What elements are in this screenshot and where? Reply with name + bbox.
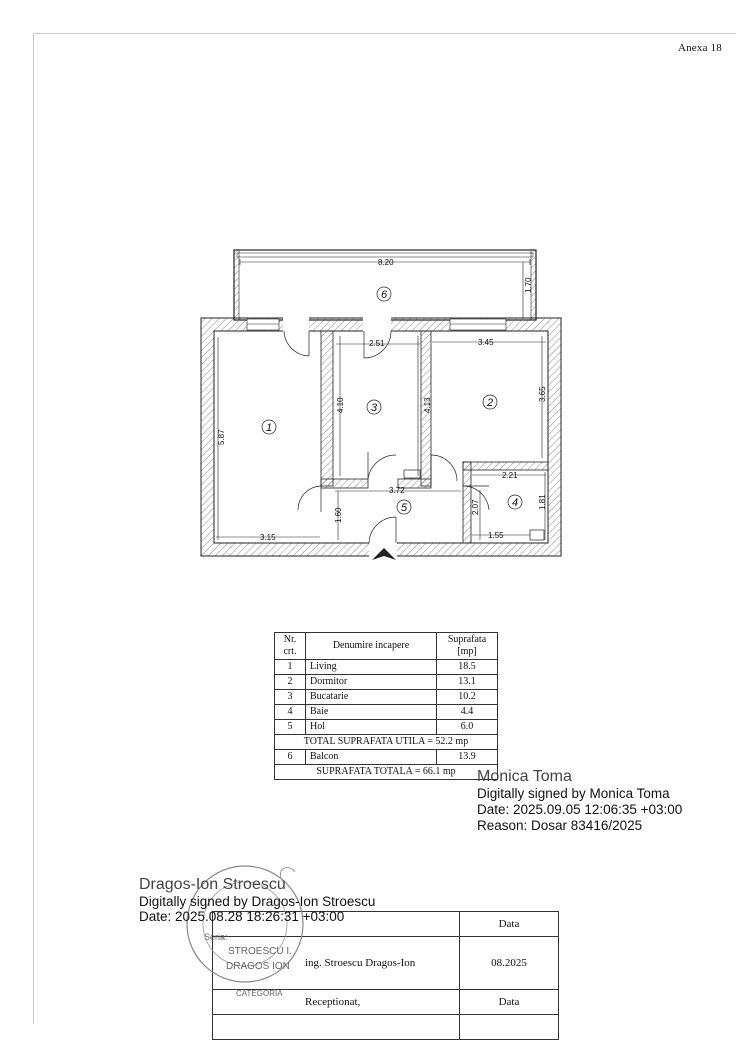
empty-cell [460, 1015, 559, 1040]
row-name: Bucatarie [306, 690, 437, 705]
data-header-2: Data [460, 990, 559, 1015]
dim-bedroom-height: 3.65 [538, 386, 547, 402]
empty-cell [213, 1015, 460, 1040]
dim-living-width: 3.15 [260, 533, 276, 542]
row-nr: 4 [275, 705, 306, 720]
row-nr: 3 [275, 690, 306, 705]
row-nr: 5 [275, 720, 306, 735]
signature-date: Date: 2025.09.05 12:06:35 +03:00 [477, 802, 683, 817]
total-useful: TOTAL SUPRAFATA UTILA = 52.2 mp [275, 735, 498, 750]
dim-kitchen-height-left: 4.10 [336, 397, 345, 413]
row-name: Living [306, 660, 437, 675]
total-row [275, 765, 498, 780]
row-area: 4.4 [437, 705, 498, 720]
room-number-2: 2 [486, 397, 494, 409]
stamp-name-1: STROESCU I. [228, 946, 292, 957]
area-table-header [275, 633, 498, 660]
dim-bedroom-width: 3.45 [478, 338, 494, 347]
row-name: Hol [306, 720, 437, 735]
stamp-seria: Seria: [204, 932, 228, 942]
stamp-name-2: DRAGOS ION [226, 961, 290, 972]
room-number-6: 6 [380, 289, 388, 301]
room-number-5: 5 [400, 502, 408, 514]
dim-balcony-width: 8.20 [378, 258, 394, 267]
table-row [275, 675, 498, 690]
table-row [275, 720, 498, 735]
area-table [274, 632, 498, 780]
table-row [213, 1015, 559, 1040]
signer-name: Dragos-Ion Stroescu [139, 876, 286, 893]
room-number-4: 4 [511, 497, 519, 509]
receptionat-label: Receptionat, [213, 990, 460, 1015]
signature-date: Date: 2025.08.28 18:26:31 +03:00 [139, 909, 345, 924]
dim-hall-height: 2.07 [471, 499, 480, 515]
row-area: 13.9 [437, 750, 498, 765]
row-area: 6.0 [437, 720, 498, 735]
signature-line: Digitally signed by Dragos-Ion Stroescu [139, 894, 376, 909]
dim-living-height: 5.87 [217, 429, 226, 445]
digital-signature-dragos [139, 876, 375, 924]
signer-name: Monica Toma [477, 768, 572, 785]
engineer-name: ing. Stroescu Dragos-Ion [213, 937, 460, 990]
dimension-lines [216, 336, 546, 540]
header-nr: Nr. crt. [275, 633, 306, 660]
table-row [275, 660, 498, 675]
room-number-3: 3 [370, 402, 378, 414]
room-number-1: 1 [265, 422, 273, 434]
data-header: Data [460, 912, 559, 937]
header-name: Denumire incapere [306, 633, 437, 660]
stamp-categoria: CATEGORIA [236, 989, 283, 998]
table-row [275, 690, 498, 705]
digital-signature-monica [477, 768, 682, 834]
table-row [275, 705, 498, 720]
row-name: Balcon [306, 750, 437, 765]
dim-kitchen-height-right: 4.13 [423, 397, 432, 413]
header-area: Suprafata [mp] [437, 633, 498, 660]
row-area: 10.2 [437, 690, 498, 705]
dim-hall-left-height: 1.60 [334, 507, 343, 523]
row-nr: 1 [275, 660, 306, 675]
row-area: 13.1 [437, 675, 498, 690]
dim-hall-width: 3.72 [389, 486, 405, 495]
total-area: SUPRAFATA TOTALA = 66.1 mp [275, 765, 498, 780]
dim-kitchen-width: 2.51 [369, 339, 385, 348]
table-row [275, 750, 498, 765]
row-area: 18.5 [437, 660, 498, 675]
signature-line: Digitally signed by Monica Toma [477, 786, 670, 801]
dim-balcony-depth: 1.70 [524, 277, 533, 293]
dim-bath-width-bottom: 1.55 [488, 531, 504, 540]
row-name: Baie [306, 705, 437, 720]
total-useful-row [275, 735, 498, 750]
row-nr: 2 [275, 675, 306, 690]
dim-bath-height: 1.81 [538, 494, 547, 510]
signature-reason: Reason: Dosar 83416/2025 [477, 818, 643, 833]
walls [201, 317, 561, 557]
engineer-date: 08.2025 [460, 937, 559, 990]
row-name: Dormitor [306, 675, 437, 690]
annex-label: Anexa 18 [677, 42, 722, 54]
row-nr: 6 [275, 750, 306, 765]
dim-bath-width-top: 2.21 [502, 471, 518, 480]
